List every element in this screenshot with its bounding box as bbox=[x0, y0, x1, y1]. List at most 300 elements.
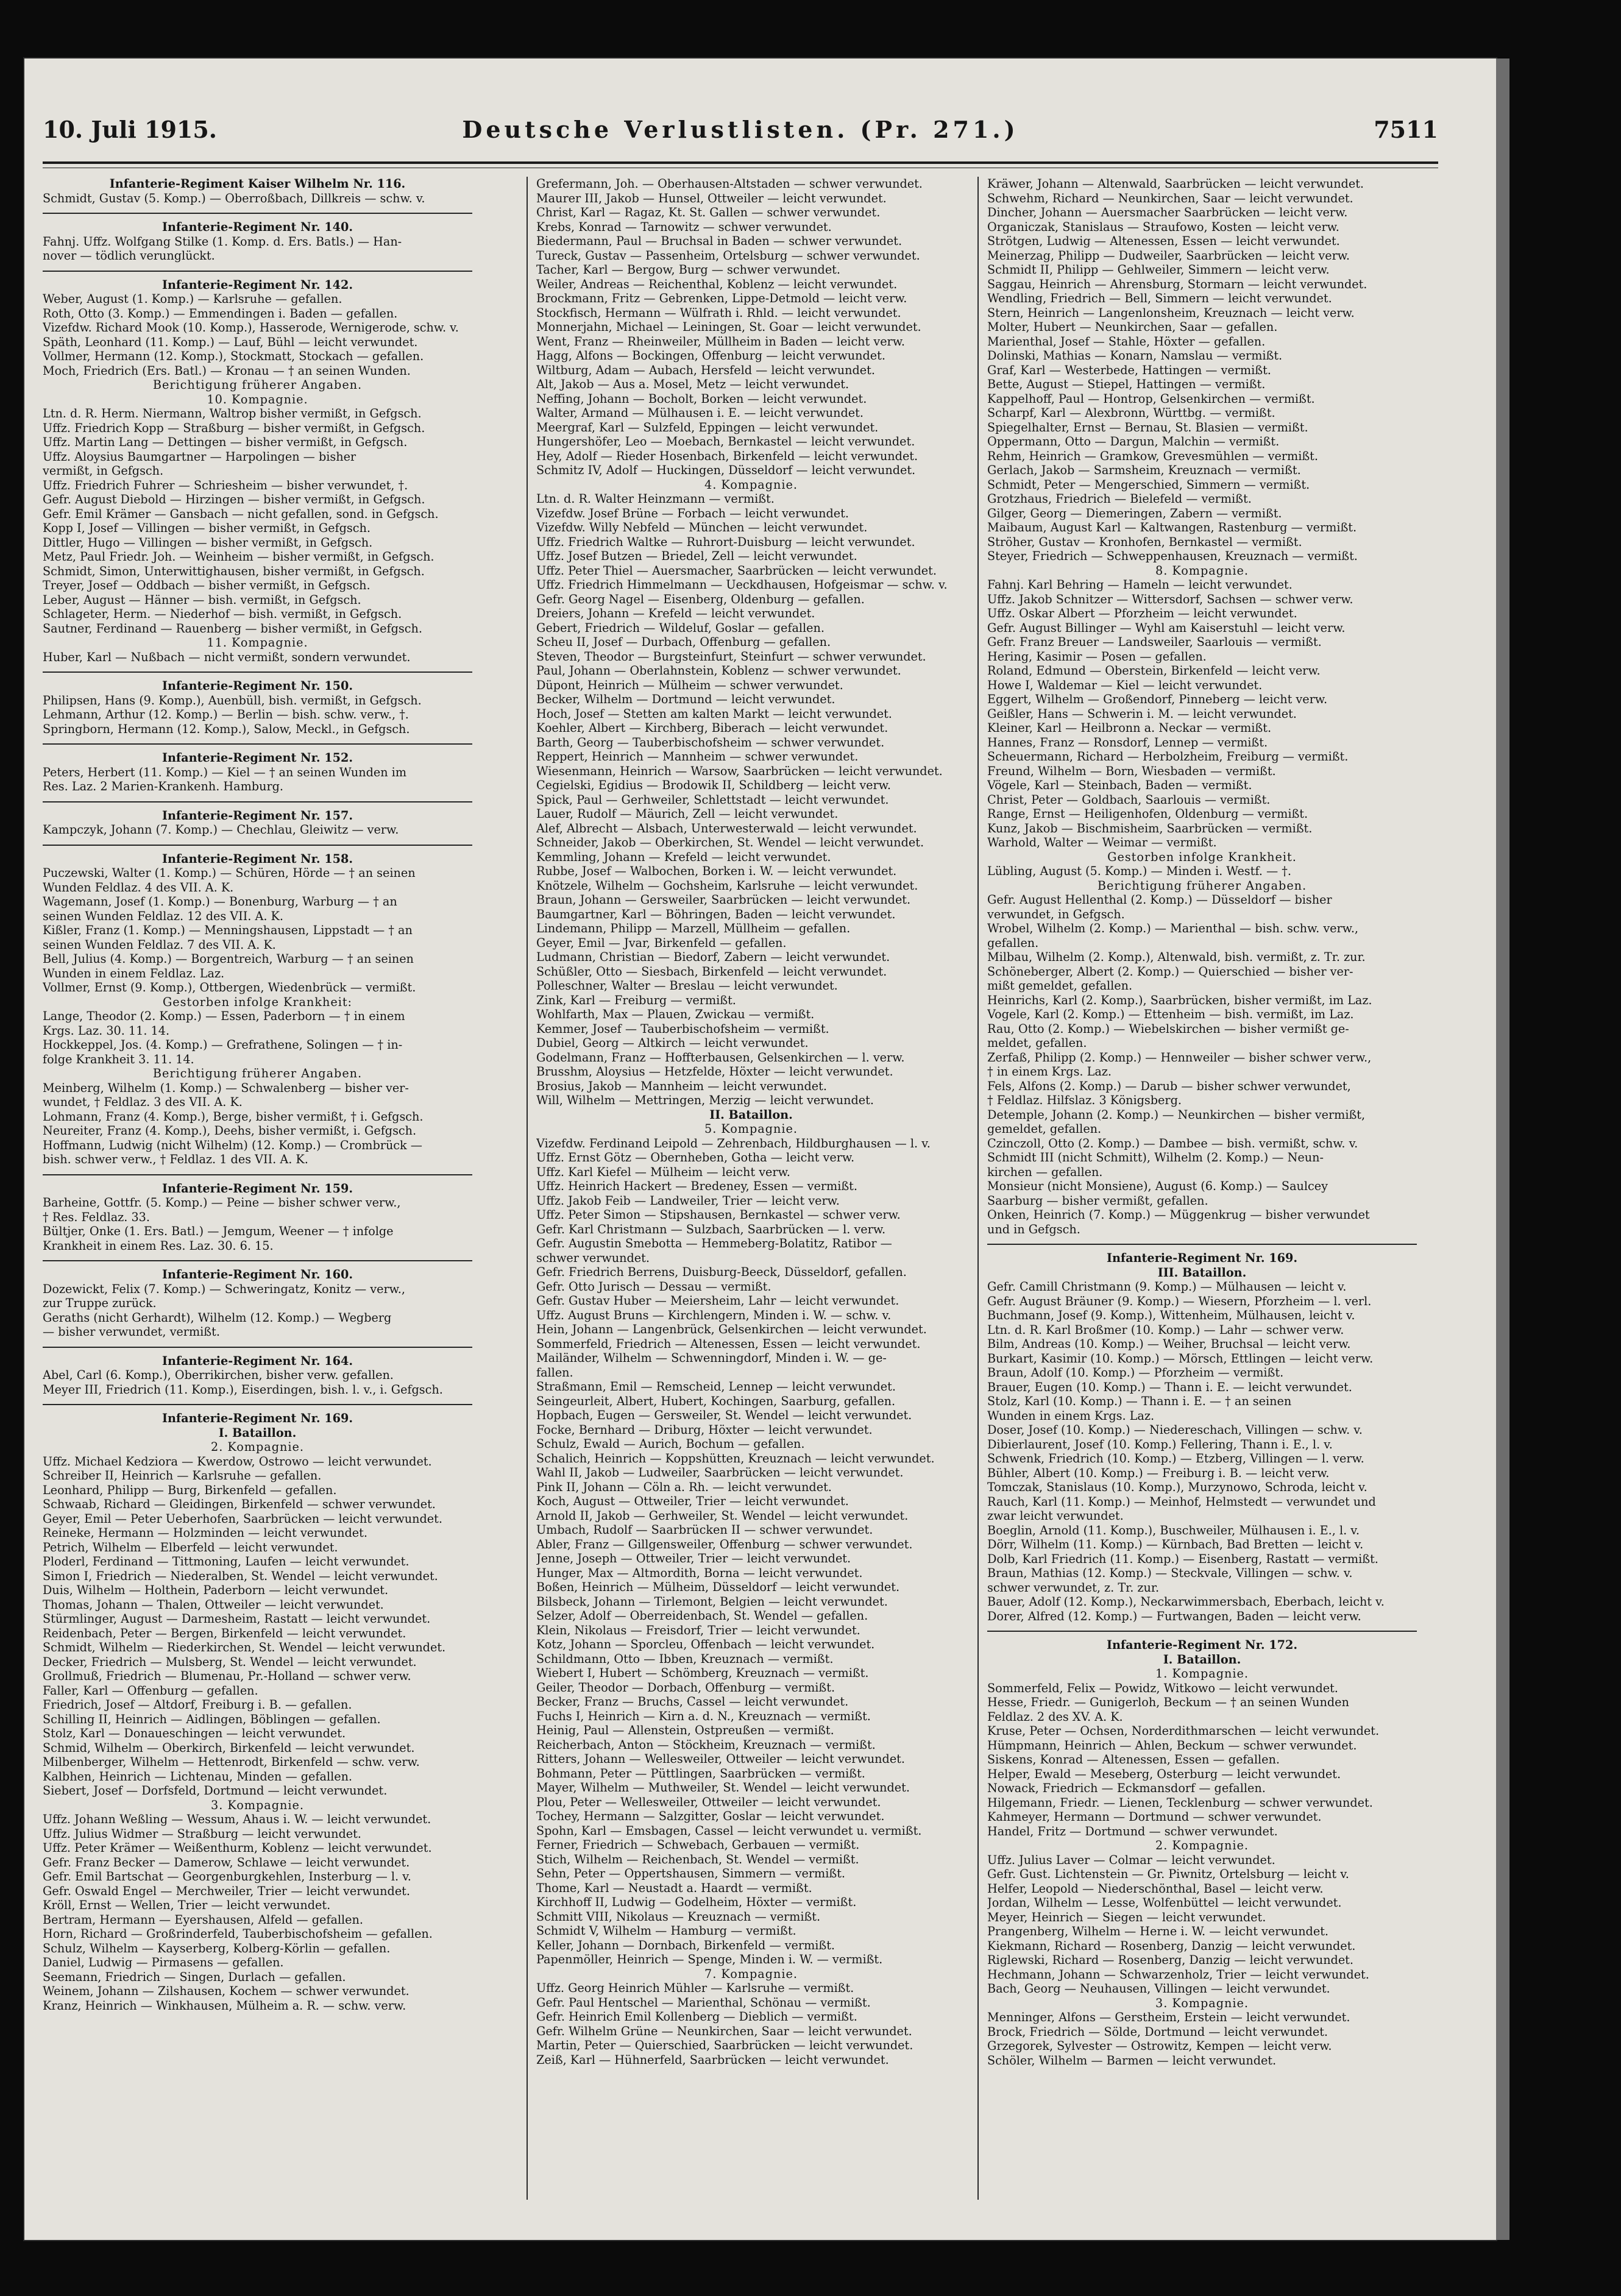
casualty-entry: Gefr. Emil Krämer — Gansbach — nicht gefallen, sond. in Gefgsch. bbox=[43, 506, 439, 521]
casualty-entry: Abel, Carl (6. Komp.), Oberrikirchen, bisher verw. gefallen. bbox=[43, 1368, 394, 1382]
casualty-entry: Range, Ernst — Heiligenhofen, Oldenburg — vermißt. bbox=[987, 807, 1308, 821]
casualty-entry: Gefr. Karl Christmann — Sulzbach, Saarbrücken — l. verw. bbox=[536, 1222, 886, 1236]
casualty-entry: Hopbach, Eugen — Gersweiler, St. Wendel — leicht verwundet. bbox=[536, 1408, 912, 1422]
casualty-entry: Schmidt V, Wilhelm — Hamburg — vermißt. bbox=[536, 1924, 796, 1938]
casualty-entry: Scheu II, Josef — Durbach, Offenburg — gefallen. bbox=[536, 635, 831, 649]
casualty-entry: Puczewski, Walter (1. Komp.) — Schüren, Hörde — † an seinen bbox=[43, 866, 416, 880]
casualty-entry: Bilm, Andreas (10. Komp.) — Weiher, Bruchsal — leicht verw. bbox=[987, 1337, 1351, 1351]
casualty-entry: Springborn, Hermann (12. Komp.), Salow, Meckl., in Gefgsch. bbox=[43, 721, 410, 736]
casualty-entry: Seingeurleit, Albert, Hubert, Kochingen, Saarburg, gefallen. bbox=[536, 1394, 896, 1408]
casualty-entry: Scheuermann, Richard — Herbolzheim, Freiburg — vermißt. bbox=[987, 749, 1349, 764]
casualty-entry: Gefr. Gustav Huber — Meiersheim, Lahr — leicht verwundet. bbox=[536, 1294, 899, 1308]
casualty-entry: Wagemann, Josef (1. Komp.) — Bonenburg, Warburg — † an bbox=[43, 895, 397, 909]
casualty-entry: Becker, Wilhelm — Dortmund — leicht verwundet. bbox=[536, 692, 835, 706]
casualty-entry: Ludmann, Christian — Biedorf, Zabern — leicht verwundet. bbox=[536, 950, 890, 964]
section-heading: Infanterie-Regiment Nr. 169. bbox=[161, 1411, 353, 1425]
casualty-entry: Grollmuß, Friedrich — Blumenau, Pr.-Holland — schwer verw. bbox=[43, 1669, 411, 1683]
casualty-entry: Uffz. Friedrich Fuhrer — Schriesheim — bisher verwundet, †. bbox=[43, 478, 408, 492]
subsection-heading: 2. Kompagnie. bbox=[1155, 1838, 1249, 1852]
casualty-entry: Krankheit in einem Res. Laz. 30. 6. 15. bbox=[43, 1238, 274, 1253]
casualty-entry: Hein, Johann — Langenbrück, Gelsenkirchen — leicht verwundet. bbox=[536, 1322, 927, 1336]
casualty-entry: Straßmann, Emil — Remscheid, Lennep — leicht verwundet. bbox=[536, 1380, 896, 1394]
subsection-heading: 2. Kompagnie. bbox=[211, 1440, 304, 1454]
casualty-entry: Uffz. Ernst Götz — Obernheben, Gotha — leicht verw. bbox=[536, 1150, 855, 1164]
casualty-entry: Dolinski, Mathias — Konarn, Namslau — vermißt. bbox=[987, 349, 1283, 363]
casualty-entry: Hoch, Josef — Stetten am kalten Markt — leicht verwundet. bbox=[536, 706, 892, 721]
casualty-entry: Scharpf, Karl — Alexbronn, Württbg. — vermißt. bbox=[987, 406, 1275, 420]
casualty-entry: Hechmann, Johann — Schwarzenholz, Trier — leicht verwundet. bbox=[987, 1967, 1369, 1982]
casualty-entry: Onken, Heinrich (7. Komp.) — Müggenkrug — bisher verwundet bbox=[987, 1208, 1370, 1222]
casualty-entry: Tureck, Gustav — Passenheim, Ortelsburg — schwer verwundet. bbox=[536, 248, 920, 263]
casualty-entry: Wohlfarth, Max — Plauen, Zwickau — vermißt. bbox=[536, 1007, 815, 1021]
casualty-entry: zur Truppe zurück. bbox=[43, 1296, 157, 1310]
casualty-entry: Thomas, Johann — Thalen, Ottweiler — leicht verwundet. bbox=[43, 1597, 384, 1612]
casualty-entry: Bertram, Hermann — Eyershausen, Alfeld — gefallen. bbox=[43, 1912, 363, 1927]
casualty-entry: Christ, Peter — Goldbach, Saarlouis — vermißt. bbox=[987, 792, 1271, 807]
casualty-entry: Dörr, Wilhelm (11. Komp.) — Kürnbach, Bad Bretten — leicht v. bbox=[987, 1537, 1364, 1551]
casualty-entry: Sommerfeld, Friedrich — Altenessen, Essen — leicht verwundet. bbox=[536, 1336, 921, 1351]
casualty-entry: Lindemann, Philipp — Marzell, Müllheim — gefallen. bbox=[536, 921, 851, 935]
casualty-entry: Kappelhoff, Paul — Hontrop, Gelsenkirchen — vermißt. bbox=[987, 391, 1315, 406]
casualty-entry: Gefr. August Billinger — Wyhl am Kaiserstuhl — leicht verw. bbox=[987, 620, 1346, 635]
casualty-entry: Brusshm, Aloysius — Hetzfelde, Höxter — leicht verwundet. bbox=[536, 1065, 893, 1079]
casualty-entry: Schmidt, Simon, Unterwittighausen, bisher vermißt, in Gefgsch. bbox=[43, 564, 425, 578]
page-header bbox=[43, 116, 1438, 152]
header-date: 10. Juli 1915. bbox=[43, 116, 218, 143]
casualty-entry: Ltn. d. R. Herm. Niermann, Waltrop bisher vermißt, in Gefgsch. bbox=[43, 406, 422, 420]
casualty-entry: Uffz. Aloysius Baumgartner — Harpolingen — bisher bbox=[43, 449, 356, 464]
casualty-entry: Fahnj. Uffz. Wolfgang Stilke (1. Komp. d. Ers. Batls.) — Han- bbox=[43, 234, 402, 249]
casualty-entry: Schüßler, Otto — Siesbach, Birkenfeld — leicht verwundet. bbox=[536, 964, 887, 979]
casualty-entry: Gefr. Friedrich Berrens, Duisburg-Beeck, Düsseldorf, gefallen. bbox=[536, 1265, 907, 1279]
casualty-entry: Neureiter, Franz (4. Komp.), Deehs, bisher vermißt, i. Gefgsch. bbox=[43, 1124, 417, 1138]
casualty-entry: Wiebert I, Hubert — Schömberg, Kreuznach — vermißt. bbox=[536, 1666, 869, 1680]
casualty-entry: Gefr. Otto Jurisch — Dessau — vermißt. bbox=[536, 1279, 771, 1294]
casualty-entry: Godelmann, Franz — Hoffterbausen, Gelsenkirchen — l. verw. bbox=[536, 1050, 905, 1065]
casualty-entry: Selzer, Adolf — Oberreidenbach, St. Wendel — gefallen. bbox=[536, 1609, 868, 1623]
casualty-entry: Uffz. Julius Widmer — Straßburg — leicht verwundet. bbox=[43, 1826, 361, 1841]
casualty-entry: Knötzele, Wilhelm — Gochsheim, Karlsruhe — leicht verwundet. bbox=[536, 878, 918, 893]
casualty-entry: Gefr. Wilhelm Grüne — Neunkirchen, Saar — leicht verwundet. bbox=[536, 2024, 912, 2038]
casualty-entry: Warhold, Walter — Weimar — vermißt. bbox=[987, 835, 1217, 849]
casualty-entry: Prangenberg, Wilhelm — Herne i. W. — leicht verwundet. bbox=[987, 1924, 1329, 1938]
casualty-entry: Gefr. Franz Becker — Damerow, Schlawe — leicht verwundet. bbox=[43, 1855, 410, 1869]
casualty-entry: Sommerfeld, Felix — Powidz, Witkowo — leicht verwundet. bbox=[987, 1681, 1338, 1695]
casualty-entry: Roland, Edmund — Oberstein, Birkenfeld — leicht verw. bbox=[987, 664, 1321, 678]
casualty-entry: Dubiel, Georg — Altkirch — leicht verwundet. bbox=[536, 1036, 809, 1050]
casualty-entry: Bach, Georg — Neuhausen, Villingen — leicht verwundet. bbox=[987, 1982, 1330, 1996]
casualty-entry: Klein, Nikolaus — Freisdorf, Trier — leicht verwundet. bbox=[536, 1623, 860, 1637]
casualty-entry: Martin, Peter — Quierschied, Saarbrücken — leicht verwundet. bbox=[536, 2038, 913, 2052]
casualty-entry: Vogele, Karl (2. Komp.) — Ettenheim — bish. vermißt, im Laz. bbox=[987, 1007, 1354, 1021]
casualty-entry: Pink II, Johann — Cöln a. Rh. — leicht verwundet. bbox=[536, 1479, 832, 1494]
casualty-entry: Dolb, Karl Friedrich (11. Komp.) — Eisenberg, Rastatt — vermißt. bbox=[987, 1551, 1378, 1566]
subsection-heading: 4. Kompagnie. bbox=[704, 477, 798, 492]
header-page-number: 7511 bbox=[1374, 116, 1438, 143]
casualty-entry: Uffz. Georg Heinrich Mühler — Karlsruhe — vermißt. bbox=[536, 1981, 854, 1995]
casualty-entry: Monsieur (nicht Monsiene), August (6. Komp.) — Saulcey bbox=[987, 1179, 1328, 1193]
casualty-entry: Gefr. Augustin Smebotta — Hemmeberg-Bolatitz, Ratibor — bbox=[536, 1236, 892, 1250]
section-rule bbox=[43, 794, 472, 803]
casualty-entry: Hunger, Max — Altmordith, Borna — leicht verwundet. bbox=[536, 1565, 863, 1580]
casualty-entry: Meyer III, Friedrich (11. Komp.), Eiserdingen, bish. l. v., i. Gefgsch. bbox=[43, 1382, 443, 1397]
section-heading: Infanterie-Regiment Nr. 142. bbox=[161, 277, 353, 292]
casualty-entry: Treyer, Josef — Oddbach — bisher vermißt, in Gefgsch. bbox=[43, 578, 371, 592]
section-rule bbox=[43, 263, 472, 272]
subsection-heading: Berichtigung früherer Angaben. bbox=[152, 378, 363, 392]
casualty-entry: bish. schwer verw., † Feldlaz. 1 des VII. A. K. bbox=[43, 1152, 308, 1166]
casualty-entry: Plou, Peter — Wellesweiler, Ottweiler — leicht verwundet. bbox=[536, 1795, 881, 1809]
casualty-entry: Becker, Franz — Bruchs, Cassel — leicht verwundet. bbox=[536, 1695, 849, 1709]
casualty-entry: Howe I, Waldemar — Kiel — leicht verwundet. bbox=[987, 678, 1263, 692]
casualty-entry: Rehm, Heinrich — Gramkow, Grevesmühlen — vermißt. bbox=[987, 448, 1318, 463]
casualty-entry: Späth, Leonhard (11. Komp.) — Lauf, Bühl — leicht verwundet. bbox=[43, 335, 418, 349]
casualty-entry: Dincher, Johann — Auersmacher Saarbrücken — leicht verw. bbox=[987, 205, 1348, 219]
casualty-entry: Bell, Julius (4. Komp.) — Borgentreich, Warburg — † an seinen bbox=[43, 952, 414, 966]
casualty-entry: Schmitt VIII, Nikolaus — Kreuznach — vermißt. bbox=[536, 1909, 821, 1924]
casualty-entry: gefallen. bbox=[987, 935, 1039, 950]
casualty-entry: Meyer, Heinrich — Siegen — leicht verwundet. bbox=[987, 1910, 1266, 1924]
casualty-entry: Schwehm, Richard — Neunkirchen, Saar — leicht verwundet. bbox=[987, 191, 1353, 205]
section-rule bbox=[43, 837, 472, 846]
casualty-entry: folge Krankheit 3. 11. 14. bbox=[43, 1052, 194, 1066]
casualty-entry: Rau, Otto (2. Komp.) — Wiebelskirchen — bisher vermißt ge- bbox=[987, 1021, 1349, 1036]
casualty-entry: Vollmer, Ernst (9. Komp.), Ottbergen, Wiedenbrück — vermißt. bbox=[43, 980, 416, 994]
casualty-entry: Schalich, Heinrich — Koppshütten, Kreuznach — leicht verwundet. bbox=[536, 1451, 935, 1465]
subsection-heading: 3. Kompagnie. bbox=[211, 1798, 304, 1812]
section-heading: I. Bataillon. bbox=[218, 1425, 297, 1440]
casualty-entry: Gefr. Paul Hentschel — Marienthal, Schönau — vermißt. bbox=[536, 1995, 871, 2010]
casualty-entry: Walter, Armand — Mülhausen i. E. — leicht verwundet. bbox=[536, 406, 864, 420]
casualty-entry: Horn, Richard — Großrinderfeld, Tauberbischofsheim — gefallen. bbox=[43, 1927, 433, 1941]
casualty-entry: Fahnj. Karl Behring — Hameln — leicht verwundet. bbox=[987, 578, 1293, 592]
subsection-heading: 5. Kompagnie. bbox=[704, 1122, 798, 1136]
casualty-entry: Czinczoll, Otto (2. Komp.) — Dambee — bish. vermißt, schw. v. bbox=[987, 1136, 1358, 1150]
casualty-entry: Kunz, Jakob — Bischmisheim, Saarbrücken — vermißt. bbox=[987, 821, 1313, 835]
casualty-entry: Mayer, Wilhelm — Muthweiler, St. Wendel — leicht verwundet. bbox=[536, 1780, 910, 1795]
casualty-entry: Biedermann, Paul — Bruchsal in Baden — schwer verwundet. bbox=[536, 234, 903, 248]
casualty-entry: Dozewickt, Felix (7. Komp.) — Schweringatz, Konitz — verw., bbox=[43, 1281, 405, 1296]
casualty-entry: Gefr. Georg Nagel — Eisenberg, Oldenburg — gefallen. bbox=[536, 592, 865, 606]
casualty-entry: Meinerzag, Philipp — Dudweiler, Saarbrücken — leicht verw. bbox=[987, 248, 1350, 263]
casualty-entry: Heinig, Paul — Allenstein, Ostpreußen — vermißt. bbox=[536, 1723, 834, 1737]
casualty-entry: Gefr. August Diebold — Hirzingen — bisher vermißt, in Gefgsch. bbox=[43, 492, 425, 506]
casualty-entry: Paul, Johann — Oberlahnstein, Koblenz — schwer verwundet. bbox=[536, 664, 901, 678]
casualty-entry: mißt gemeldet, gefallen. bbox=[987, 979, 1133, 993]
casualty-entry: Hoffmann, Ludwig (nicht Wilhelm) (12. Komp.) — Crombrück — bbox=[43, 1138, 422, 1152]
subsection-heading: Gestorben infolge Krankheit. bbox=[1107, 849, 1297, 864]
subsection-heading: 1. Kompagnie. bbox=[1155, 1667, 1249, 1681]
casualty-entry: Braun, Adolf (10. Komp.) — Pforzheim — vermißt. bbox=[987, 1366, 1284, 1380]
casualty-entry: Gerlach, Jakob — Sarmsheim, Kreuznach — vermißt. bbox=[987, 463, 1301, 477]
header-title-text: Deutsche Verlustlisten. bbox=[462, 116, 849, 143]
casualty-entry: Reicherbach, Anton — Stöckheim, Kreuznach — vermißt. bbox=[536, 1737, 876, 1752]
casualty-entry: Schöler, Wilhelm — Barmen — leicht verwundet. bbox=[987, 2053, 1277, 2067]
casualty-entry: Kampczyk, Johann (7. Komp.) — Chechlau, Gleiwitz — verw. bbox=[43, 823, 399, 837]
casualty-entry: Arnold II, Jakob — Gerhweiler, St. Wendel — leicht verwundet. bbox=[536, 1508, 909, 1523]
casualty-entry: Lohmann, Franz (4. Komp.), Berge, bisher vermißt, † i. Gefgsch. bbox=[43, 1109, 424, 1124]
subsection-heading: 10. Kompagnie. bbox=[207, 392, 308, 406]
casualty-entry: Schildmann, Otto — Ibben, Kreuznach — vermißt. bbox=[536, 1651, 834, 1666]
casualty-entry: Milbenberger, Wilhelm — Hettenrodt, Birkenfeld — schw. verw. bbox=[43, 1755, 420, 1769]
casualty-entry: Stern, Heinrich — Langenlonsheim, Kreuznach — leicht verw. bbox=[987, 305, 1355, 320]
casualty-entry: Lübling, August (5. Komp.) — Minden i. Westf. — †. bbox=[987, 864, 1291, 878]
casualty-entry: Kemmer, Josef — Tauberbischofsheim — vermißt. bbox=[536, 1021, 829, 1036]
casualty-entry: Düpont, Heinrich — Mülheim — schwer verwundet. bbox=[536, 678, 843, 692]
casualty-entry: Tochey, Hermann — Salzgitter, Goslar — leicht verwundet. bbox=[536, 1809, 885, 1823]
casualty-entry: Hannes, Franz — Ronsdorf, Lennep — vermißt. bbox=[987, 735, 1268, 749]
casualty-entry: Peters, Herbert (11. Komp.) — Kiel — † an seinen Wunden im bbox=[43, 765, 407, 779]
casualty-entry: Uffz. Oskar Albert — Pforzheim — leicht verwundet. bbox=[987, 606, 1297, 620]
section-rule bbox=[43, 664, 472, 673]
casualty-entry: Boßen, Heinrich — Mülheim, Düsseldorf — leicht verwundet. bbox=[536, 1580, 900, 1594]
casualty-entry: Geißler, Hans — Schwerin i. M. — leicht verwundet. bbox=[987, 706, 1297, 721]
casualty-entry: Stich, Wilhelm — Reichenbach, St. Wendel — vermißt. bbox=[536, 1852, 859, 1866]
casualty-entry: Lehmann, Arthur (12. Komp.) — Berlin — bish. schw. verw., †. bbox=[43, 707, 409, 721]
casualty-entry: — bisher verwundet, vermißt. bbox=[43, 1325, 220, 1339]
casualty-entry: Geyer, Emil — Jvar, Birkenfeld — gefallen. bbox=[536, 935, 787, 950]
casualty-entry: Schwaab, Richard — Gleidingen, Birkenfeld — schwer verwundet. bbox=[43, 1497, 436, 1511]
casualty-entry: Gefr. Gust. Lichtenstein — Gr. Piwnitz, Ortelsburg — leicht v. bbox=[987, 1867, 1349, 1881]
casualty-entry: Huber, Karl — Nußbach — nicht vermißt, sondern verwundet. bbox=[43, 650, 411, 664]
casualty-entry: Keller, Johann — Dornbach, Birkenfeld — vermißt. bbox=[536, 1938, 835, 1952]
casualty-entry: Uffz. Jakob Schnitzer — Wittersdorf, Sachsen — schwer verw. bbox=[987, 592, 1353, 606]
casualty-entry: und in Gefgsch. bbox=[987, 1222, 1080, 1236]
casualty-entry: fallen. bbox=[536, 1365, 573, 1380]
casualty-entry: Hockkeppel, Jos. (4. Komp.) — Grefrathene, Solingen — † in- bbox=[43, 1038, 403, 1052]
casualty-entry: Maibaum, August Karl — Kaltwangen, Rastenburg — vermißt. bbox=[987, 520, 1357, 534]
casualty-entry: Gefr. Oswald Engel — Merchweiler, Trier — leicht verwundet. bbox=[43, 1883, 410, 1898]
section-rule bbox=[43, 1339, 472, 1348]
casualty-entry: Dibierlaurent, Josef (10. Komp.) Fellering, Thann i. E., l. v. bbox=[987, 1437, 1333, 1451]
casualty-entry: Meergraf, Karl — Sulzfeld, Eppingen — leicht verwundet. bbox=[536, 420, 879, 434]
casualty-entry: Will, Wilhelm — Mettringen, Merzig — leicht verwundet. bbox=[536, 1093, 874, 1107]
casualty-entry: Stürmlinger, August — Darmesheim, Rastatt — leicht verwundet. bbox=[43, 1612, 431, 1626]
casualty-entry: Kleiner, Karl — Heilbronn a. Neckar — vermißt. bbox=[987, 721, 1272, 735]
casualty-entry: Went, Franz — Rheinweiler, Müllheim in Baden — leicht verw. bbox=[536, 334, 905, 349]
casualty-entry: Brauer, Eugen (10. Komp.) — Thann i. E. — leicht verwundet. bbox=[987, 1380, 1352, 1394]
casualty-entry: Gefr. Emil Bartschat — Georgenburgkehlen, Insterburg — l. v. bbox=[43, 1869, 411, 1883]
section-heading: Infanterie-Regiment Nr. 140. bbox=[161, 220, 353, 234]
casualty-entry: Rubbe, Josef — Walbochen, Borken i. W. — leicht verwundet. bbox=[536, 864, 897, 878]
casualty-entry: Baumgartner, Karl — Böhringen, Baden — leicht verwundet. bbox=[536, 907, 896, 921]
casualty-entry: gemeldet, gefallen. bbox=[987, 1122, 1102, 1136]
subsection-heading: 11. Kompagnie. bbox=[207, 636, 308, 650]
section-heading: Infanterie-Regiment Nr. 157. bbox=[161, 808, 353, 823]
casualty-entry: Tacher, Karl — Bergow, Burg — schwer verwundet. bbox=[536, 263, 840, 277]
casualty-entry: Seemann, Friedrich — Singen, Durlach — gefallen. bbox=[43, 1969, 346, 1984]
casualty-entry: Feldlaz. 2 des XV. A. K. bbox=[987, 1709, 1123, 1724]
section-rule bbox=[43, 1253, 472, 1261]
column-1 bbox=[43, 177, 472, 2206]
casualty-entry: Polleschner, Walter — Breslau — leicht verwundet. bbox=[536, 979, 838, 993]
casualty-entry: Sehn, Peter — Oppertshausen, Simmern — vermißt. bbox=[536, 1866, 845, 1880]
casualty-entry: Kemmling, Johann — Krefeld — leicht verwundet. bbox=[536, 849, 831, 864]
casualty-entry: vermißt, in Gefgsch. bbox=[43, 464, 164, 478]
casualty-entry: Koehler, Albert — Kirchberg, Biberach — leicht verwundet. bbox=[536, 721, 889, 735]
casualty-entry: Krebs, Konrad — Tarnowitz — schwer verwundet. bbox=[536, 219, 832, 234]
casualty-entry: Wiltburg, Adam — Aubach, Hersfeld — leicht verwundet. bbox=[536, 363, 875, 377]
casualty-entry: Meinberg, Wilhelm (1. Komp.) — Schwalenberg — bisher ver- bbox=[43, 1080, 409, 1095]
casualty-entry: Hümpmann, Heinrich — Ahlen, Beckum — schwer verwundet. bbox=[987, 1738, 1357, 1752]
page-edge-strip bbox=[1496, 58, 1509, 2240]
casualty-entry: Freund, Wilhelm — Born, Wiesbaden — vermißt. bbox=[987, 764, 1276, 778]
section-heading: I. Bataillon. bbox=[1163, 1652, 1241, 1667]
casualty-entry: Cegielski, Egidius — Brodowik II, Schildberg — leicht verw. bbox=[536, 778, 891, 792]
column-divider-1 bbox=[527, 177, 528, 2200]
casualty-entry: Kräwer, Johann — Altenwald, Saarbrücken — leicht verwundet. bbox=[987, 177, 1364, 191]
section-heading: Infanterie-Regiment Nr. 159. bbox=[161, 1181, 353, 1196]
casualty-entry: Hesse, Friedr. — Gunigerloh, Beckum — † an seinen Wunden bbox=[987, 1695, 1349, 1709]
casualty-entry: Duis, Wilhelm — Holthein, Paderborn — leicht verwundet. bbox=[43, 1583, 389, 1597]
casualty-entry: Stolz, Karl (10. Komp.) — Thann i. E. — † an seinen bbox=[987, 1394, 1292, 1408]
casualty-entry: Papenmöller, Heinrich — Spenge, Minden i. W. — vermißt. bbox=[536, 1952, 883, 1966]
section-heading: II. Bataillon. bbox=[709, 1107, 793, 1122]
casualty-entry: Wunden Feldlaz. 4 des VII. A. K. bbox=[43, 880, 234, 895]
casualty-entry: Wrobel, Wilhelm (2. Komp.) — Marienthal — bish. schw. verw., bbox=[987, 921, 1359, 935]
casualty-entry: Friedrich, Josef — Altdorf, Freiburg i. B. — gefallen. bbox=[43, 1698, 352, 1712]
casualty-entry: Schmidt II, Philipp — Gehlweiler, Simmern — leicht verw. bbox=[987, 263, 1330, 277]
casualty-entry: Faller, Karl — Offenburg — gefallen. bbox=[43, 1683, 258, 1698]
casualty-entry: Weber, August (1. Komp.) — Karlsruhe — gefallen. bbox=[43, 292, 342, 306]
casualty-entry: Handel, Fritz — Dortmund — schwer verwundet. bbox=[987, 1824, 1278, 1838]
casualty-entry: Gefr. Camill Christmann (9. Komp.) — Mülhausen — leicht v. bbox=[987, 1280, 1347, 1294]
casualty-entry: Weiler, Andreas — Reichenthal, Koblenz — leicht verwundet. bbox=[536, 277, 898, 291]
section-heading: Infanterie-Regiment Kaiser Wilhelm Nr. 116. bbox=[109, 177, 406, 191]
casualty-entry: Uffz. Friedrich Kopp — Straßburg — bisher vermißt, in Gefgsch. bbox=[43, 420, 425, 435]
casualty-entry: verwundet, in Gefgsch. bbox=[987, 907, 1125, 921]
casualty-entry: Mailänder, Wilhelm — Schwenningdorf, Minden i. W. — ge- bbox=[536, 1351, 887, 1365]
casualty-entry: Gilger, Georg — Diemeringen, Zabern — vermißt. bbox=[987, 506, 1282, 520]
casualty-entry: Buchmann, Josef (9. Komp.), Wittenheim, Mülhausen, leicht v. bbox=[987, 1308, 1355, 1322]
casualty-entry: Schmid, Wilhelm — Oberkirch, Birkenfeld — leicht verwundet. bbox=[43, 1740, 415, 1755]
casualty-entry: Braun, Johann — Gersweiler, Saarbrücken — leicht verwundet. bbox=[536, 893, 911, 907]
casualty-entry: Uffz. Peter Simon — Stipshausen, Bernkastel — schwer verw. bbox=[536, 1208, 901, 1222]
casualty-entry: Nowack, Friedrich — Eckmansdorf — gefallen. bbox=[987, 1781, 1266, 1795]
casualty-entry: Dorer, Alfred (12. Komp.) — Furtwangen, Baden — leicht verw. bbox=[987, 1609, 1361, 1623]
casualty-entry: Riglewski, Richard — Rosenberg, Danzig — leicht verwundet. bbox=[987, 1953, 1353, 1967]
casualty-entry: Uffz. Heinrich Hackert — Bredeney, Essen — vermißt. bbox=[536, 1179, 857, 1193]
casualty-entry: Barth, Georg — Tauberbischofsheim — schwer verwundet. bbox=[536, 735, 885, 749]
casualty-entry: Ströher, Gustav — Kronhofen, Bernkastel — vermißt. bbox=[987, 534, 1302, 549]
casualty-entry: Detemple, Johann (2. Komp.) — Neunkirchen — bisher vermißt, bbox=[987, 1107, 1366, 1122]
casualty-entry: Vizefdw. Ferdinand Leipold — Zehrenbach, Hildburghausen — l. v. bbox=[536, 1136, 931, 1150]
header-title bbox=[43, 116, 1438, 143]
casualty-entry: Uffz. Karl Kiefel — Mülheim — leicht verw. bbox=[536, 1164, 790, 1179]
casualty-entry: Lauer, Rudolf — Mäurich, Zell — leicht verwundet. bbox=[536, 807, 839, 821]
subsection-heading: Berichtigung früherer Angaben. bbox=[152, 1066, 363, 1080]
casualty-entry: † Res. Feldlaz. 33. bbox=[43, 1210, 150, 1224]
section-rule bbox=[43, 1167, 472, 1175]
casualty-entry: Gefr. August Hellenthal (2. Komp.) — Düsseldorf — bisher bbox=[987, 893, 1332, 907]
casualty-entry: Uffz. Julius Laver — Colmar — leicht verwundet. bbox=[987, 1852, 1275, 1867]
casualty-entry: Grefermann, Joh. — Oberhausen-Altstaden — schwer verwundet. bbox=[536, 177, 923, 191]
casualty-entry: Fels, Alfons (2. Komp.) — Darub — bisher schwer verwundet, bbox=[987, 1079, 1351, 1093]
casualty-entry: Hagg, Alfons — Bockingen, Offenburg — leicht verwundet. bbox=[536, 349, 885, 363]
casualty-entry: Siebert, Josef — Dorfsfeld, Dortmund — leicht verwundet. bbox=[43, 1784, 388, 1798]
casualty-entry: Neffing, Johann — Bocholt, Borken — leicht verwundet. bbox=[536, 391, 867, 406]
casualty-entry: Zerfaß, Philipp (2. Komp.) — Hennweiler — bisher schwer verw., bbox=[987, 1050, 1372, 1065]
casualty-entry: Kahmeyer, Hermann — Dortmund — schwer verwundet. bbox=[987, 1810, 1322, 1824]
subsection-heading: 8. Kompagnie. bbox=[1155, 563, 1249, 578]
casualty-entry: Brosius, Jakob — Mannheim — leicht verwundet. bbox=[536, 1079, 827, 1093]
casualty-entry: Kißler, Franz (1. Komp.) — Menningshausen, Lippstadt — † an bbox=[43, 923, 413, 937]
casualty-entry: Uffz. Friedrich Himmelmann — Ueckdhausen, Hofgeismar — schw. v. bbox=[536, 578, 948, 592]
casualty-entry: Umbach, Rudolf — Saarbrücken II — schwer verwundet. bbox=[536, 1523, 873, 1537]
casualty-entry: Schulz, Wilhelm — Kayserberg, Kolberg-Körlin — gefallen. bbox=[43, 1941, 391, 1955]
casualty-entry: Uffz. Jakob Feib — Landweiler, Trier — leicht verw. bbox=[536, 1193, 840, 1208]
subsection-heading: 7. Kompagnie. bbox=[704, 1966, 798, 1981]
casualty-entry: Kirchhoff II, Ludwig — Godelheim, Höxter — vermißt. bbox=[536, 1895, 857, 1909]
casualty-entry: Leonhard, Philipp — Burg, Birkenfeld — gefallen. bbox=[43, 1483, 337, 1497]
section-rule bbox=[43, 736, 472, 745]
casualty-entry: Zeiß, Karl — Hühnerfeld, Saarbrücken — leicht verwundet. bbox=[536, 2052, 889, 2067]
casualty-entry: seinen Wunden Feldlaz. 7 des VII. A. K. bbox=[43, 937, 276, 952]
casualty-entry: Res. Laz. 2 Marien-Krankenh. Hamburg. bbox=[43, 779, 283, 793]
casualty-entry: Brockmann, Fritz — Gebrenken, Lippe-Detmold — leicht verw. bbox=[536, 291, 907, 305]
casualty-entry: Vizefdw. Willy Nebfeld — München — leicht verwundet. bbox=[536, 520, 868, 534]
casualty-entry: Thome, Karl — Neustadt a. Haardt — vermißt. bbox=[536, 1880, 812, 1895]
casualty-entry: Barheine, Gottfr. (5. Komp.) — Peine — bisher schwer verw., bbox=[43, 1196, 401, 1210]
casualty-entry: Petrich, Wilhelm — Elberfeld — leicht verwundet. bbox=[43, 1540, 338, 1554]
casualty-entry: Uffz. August Bruns — Kirchlengern, Minden i. W. — schw. v. bbox=[536, 1308, 892, 1322]
casualty-entry: schwer verwundet, z. Tr. zur. bbox=[987, 1580, 1160, 1595]
casualty-entry: Geraths (nicht Gerhardt), Wilhelm (12. Komp.) — Wegberg bbox=[43, 1310, 392, 1325]
column-divider-2 bbox=[977, 177, 979, 2200]
casualty-entry: Wunden in einem Krgs. Laz. bbox=[987, 1408, 1155, 1423]
casualty-entry: Wahl II, Jakob — Ludweiler, Saarbrücken — leicht verwundet. bbox=[536, 1465, 904, 1479]
casualty-entry: Uffz. Peter Thiel — Auersmacher, Saarbrücken — leicht verwundet. bbox=[536, 563, 937, 578]
casualty-entry: Ferner, Friedrich — Schwebach, Gerbauen — vermißt. bbox=[536, 1838, 860, 1852]
subsection-heading: 3. Kompagnie. bbox=[1155, 1996, 1249, 2010]
casualty-entry: Spohn, Karl — Emsbagen, Cassel — leicht verwundet u. vermißt. bbox=[536, 1823, 922, 1838]
casualty-entry: Monnerjahn, Michael — Leiningen, St. Goar — leicht verwundet. bbox=[536, 320, 921, 334]
casualty-entry: Ritters, Johann — Wellesweiler, Ottweiler — leicht verwundet. bbox=[536, 1752, 905, 1766]
casualty-entry: Organiczak, Stanislaus — Straufowo, Kosten — leicht verw. bbox=[987, 219, 1339, 234]
casualty-entry: Jordan, Wilhelm — Lesse, Wolfenbüttel — leicht verwundet. bbox=[987, 1896, 1342, 1910]
casualty-entry: Christ, Karl — Ragaz, Kt. St. Gallen — schwer verwundet. bbox=[536, 205, 881, 219]
casualty-entry: Molter, Hubert — Neunkirchen, Saar — gefallen. bbox=[987, 320, 1278, 334]
casualty-entry: Metz, Paul Friedr. Joh. — Weinheim — bisher vermißt, in Gefgsch. bbox=[43, 550, 435, 564]
casualty-entry: Vizefdw. Richard Mook (10. Komp.), Hasserode, Wernigerode, schw. v. bbox=[43, 321, 459, 335]
casualty-entry: Abler, Franz — Gillgensweiler, Offenburg — schwer verwundet. bbox=[536, 1537, 913, 1551]
casualty-entry: Grzegorek, Sylvester — Ostrowitz, Kempen — leicht verw. bbox=[987, 2039, 1332, 2053]
section-heading: Infanterie-Regiment Nr. 150. bbox=[161, 679, 353, 693]
casualty-entry: Geyer, Emil — Peter Ueberhofen, Saarbrücken — leicht verwundet. bbox=[43, 1511, 442, 1526]
casualty-entry: Focke, Bernhard — Driburg, Höxter — leicht verwundet. bbox=[536, 1422, 873, 1437]
casualty-entry: Schreiber II, Heinrich — Karlsruhe — gefallen. bbox=[43, 1469, 322, 1483]
casualty-entry: Uffz. Friedrich Waltke — Ruhrort-Duisburg — leicht verwundet. bbox=[536, 534, 915, 549]
casualty-entry: Schwenk, Friedrich (10. Komp.) — Etzberg, Villingen — l. verw. bbox=[987, 1451, 1364, 1465]
casualty-entry: Menninger, Alfons — Gerstheim, Erstein — leicht verwundet. bbox=[987, 2010, 1350, 2024]
casualty-entry: Schulz, Ewald — Aurich, Bochum — gefallen. bbox=[536, 1437, 805, 1451]
casualty-entry: Saggau, Heinrich — Ahrensburg, Stormarn — leicht verwundet. bbox=[987, 277, 1367, 291]
casualty-entry: Weinem, Johann — Zilshausen, Kochem — schwer verwundet. bbox=[43, 1984, 410, 1998]
casualty-entry: Reidenbach, Peter — Bergen, Birkenfeld — leicht verwundet. bbox=[43, 1626, 406, 1640]
casualty-entry: Saarburg — bisher vermißt, gefallen. bbox=[987, 1193, 1208, 1208]
casualty-entry: Schmidt, Wilhelm — Riederkirchen, St. Wendel — leicht verwundet. bbox=[43, 1640, 446, 1654]
casualty-entry: Schöneberger, Albert (2. Komp.) — Quierschied — bisher ver- bbox=[987, 964, 1353, 979]
casualty-entry: Tomczak, Stanislaus (10. Komp.), Murzynowo, Schroda, leicht v. bbox=[987, 1480, 1367, 1494]
section-heading: III. Bataillon. bbox=[1157, 1265, 1247, 1280]
casualty-entry: Stolz, Karl — Donaueschingen — leicht verwundet. bbox=[43, 1726, 346, 1740]
casualty-entry: Uffz. Josef Butzen — Briedel, Zell — leicht verwundet. bbox=[536, 549, 857, 563]
casualty-entry: Uffz. Johann Weßling — Wessum, Ahaus i. W. — leicht verwundet. bbox=[43, 1812, 431, 1826]
casualty-entry: meldet, gefallen. bbox=[987, 1036, 1087, 1050]
casualty-entry: Helper, Ewald — Meseberg, Osterburg — leicht verwundet. bbox=[987, 1766, 1341, 1781]
casualty-entry: Heinrichs, Karl (2. Komp.), Saarbrücken, bisher vermißt, im Laz. bbox=[987, 993, 1372, 1007]
casualty-entry: Philipsen, Hans (9. Komp.), Auenbüll, bish. vermißt, in Gefgsch. bbox=[43, 693, 422, 707]
